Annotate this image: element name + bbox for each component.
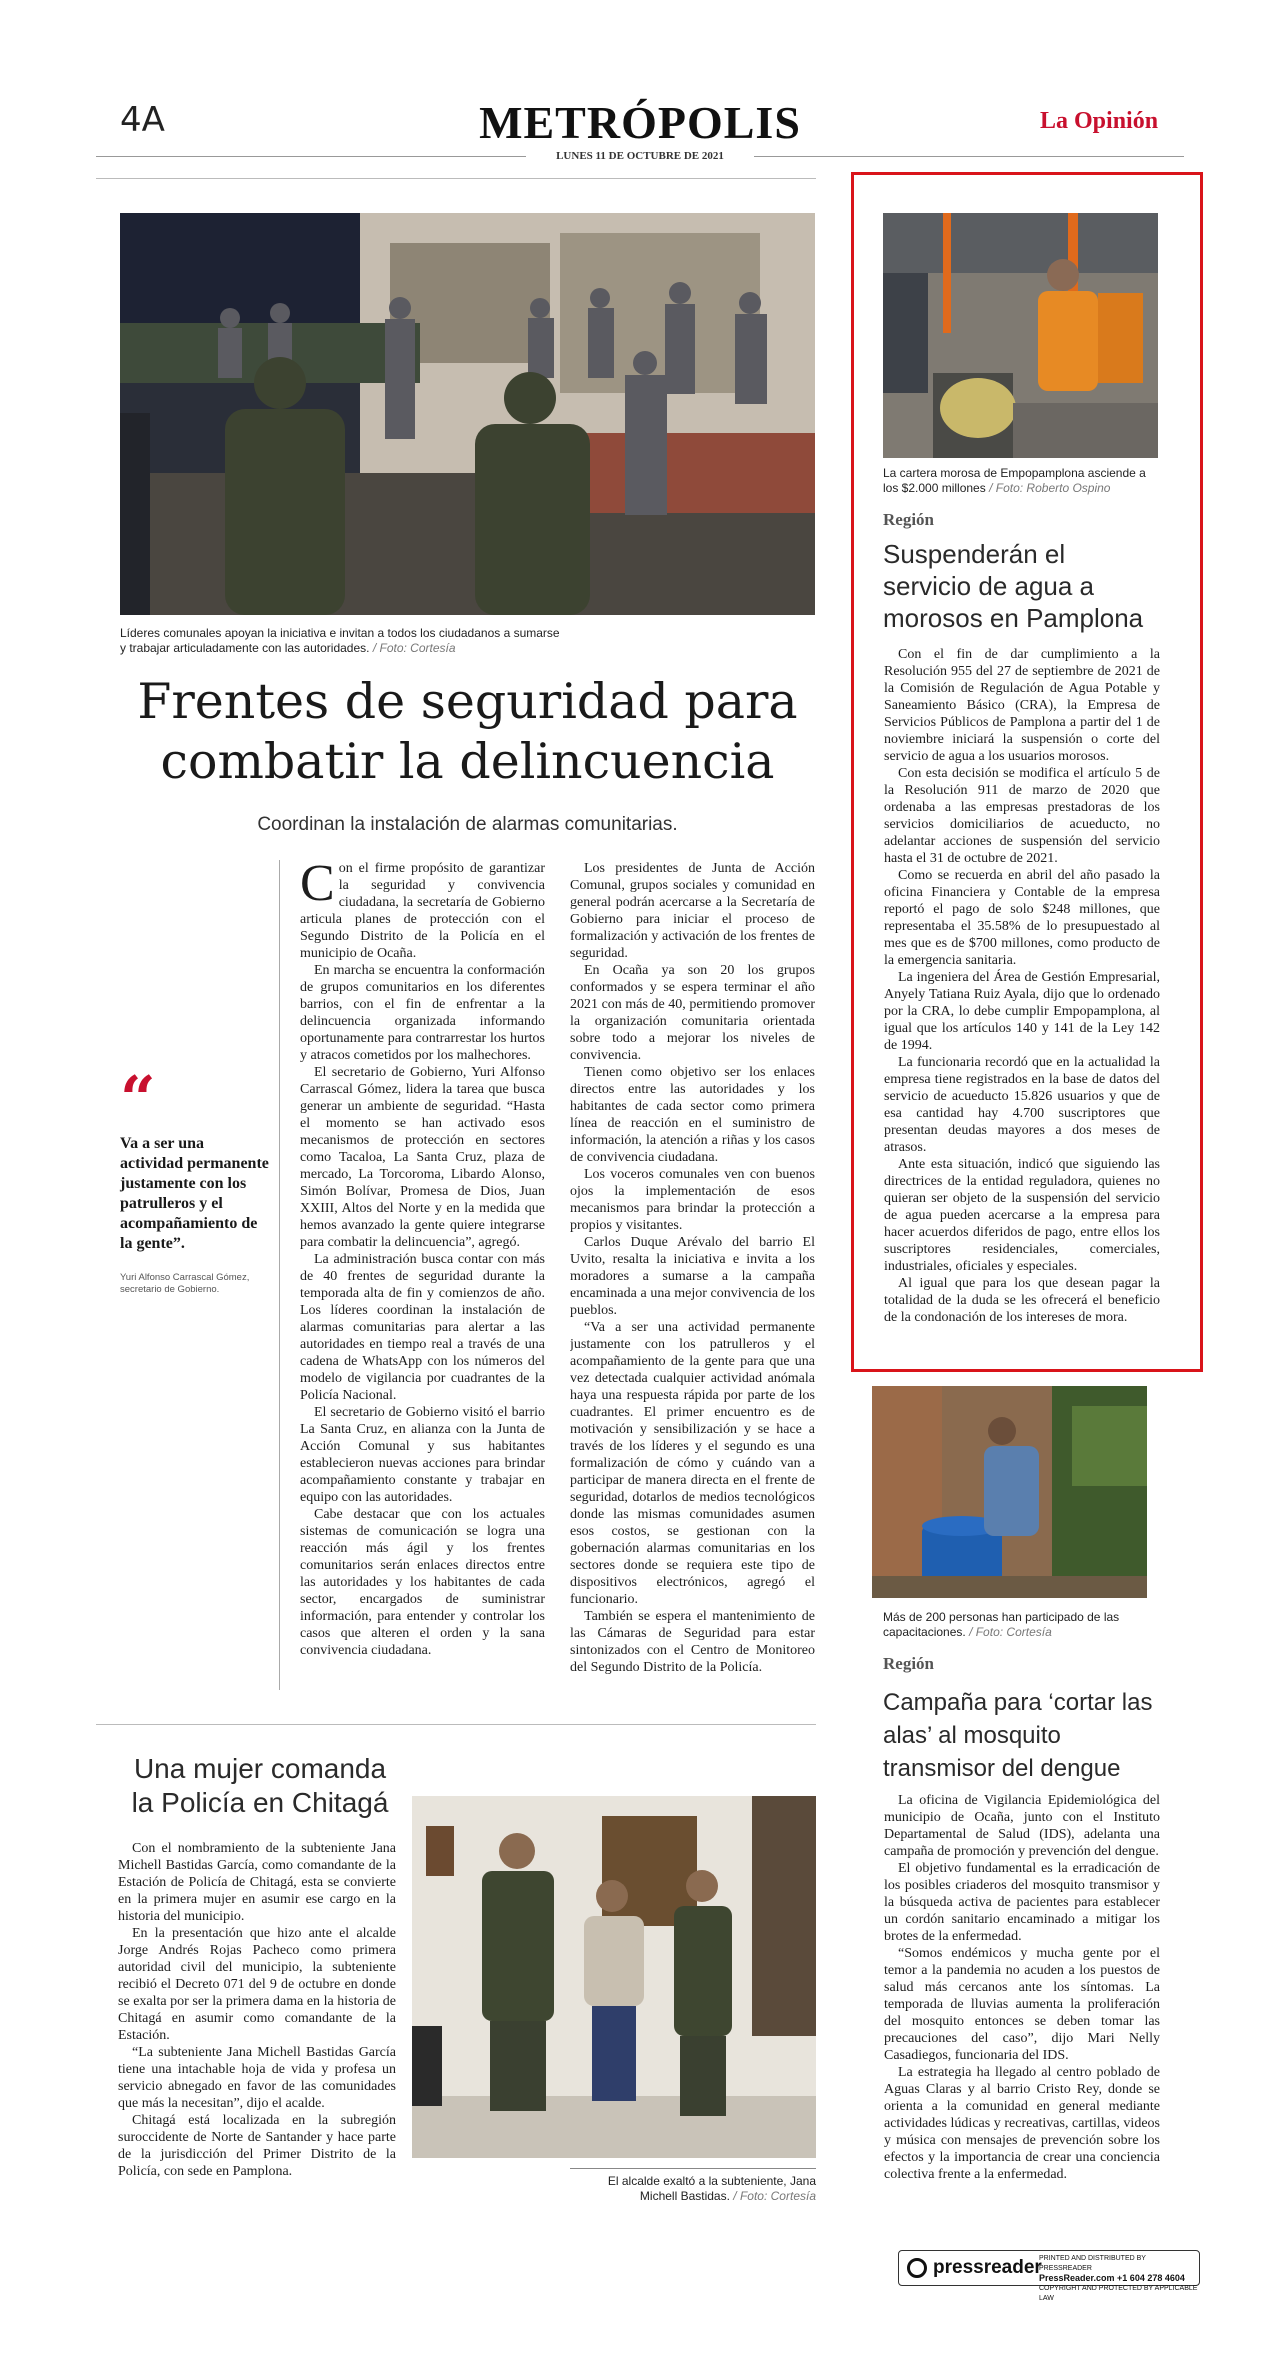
main-col2-para-4: Carlos Duque Arévalo del barrio El Uvito, resalta la iniciativa e invita a los moradores a sumarse a la campaña encaminada a una mejor convivencia de los pueblos. (570, 1235, 815, 1318)
bottom-para-0: Con el nombramiento de la subteniente Jana Michell Bastidas García, como comandante de la Estación de Policía de Chitagá, esta se convierte en la primera mujer en asumir ese cargo en la historia del municipio. (118, 1841, 396, 1924)
column-rule-quote (279, 860, 280, 1690)
main-photo-caption (120, 626, 560, 656)
pressreader-line2: PressReader.com +1 604 278 4604 (1039, 2273, 1185, 2283)
dengue-photo-credit: / Foto: Cortesía (969, 1625, 1052, 1639)
water-para-6: Al igual que para los que desean pagar la totalidad de la duda se les ofrecerá el beneficio de la condonación de los intereses de mora. (884, 1276, 1160, 1325)
issue-date: LUNES 11 DE OCTUBRE DE 2021 (556, 150, 724, 162)
water-photo-caption (883, 466, 1158, 496)
main-col2-para-2: Tienen como objetivo ser los enlaces directos entre las autoridades y los habitantes de cada sector como primera línea de reacción en el suministro de información, la atención a riñas y los casos de convivencia ciudadana. (570, 1065, 815, 1165)
water-photo-worker (883, 213, 1158, 458)
main-column-2 (570, 860, 815, 1690)
pullquote-mark: “ (120, 1062, 156, 1135)
bottom-para-3: Chitagá está localizada en la subregión suroccidente de Norte de Santander y hace parte de la jurisdicción del Primer Distrito de la Policía, con sede en Pamplona. (118, 2113, 396, 2179)
bottom-photo-caption-rule (570, 2168, 816, 2169)
main-photo-community-leaders (120, 213, 815, 615)
pressreader-line1: PRINTED AND DISTRIBUTED BY PRESSREADER (1039, 2255, 1146, 2272)
bottom-photo-caption-line1: El alcalde exaltó a la subteniente, Jana (607, 2174, 816, 2188)
bottom-photo-caption (540, 2174, 816, 2204)
top-rule (96, 178, 816, 179)
bottom-photo-police (412, 1796, 816, 2158)
pullquote-text: Va a ser una actividad permanente justamente con los patrulleros y el acompañamiento de la gente”. (120, 1135, 269, 1252)
dengue-para-2: “Somos endémicos y mucha gente por el temor a la pandemia no acuden a los puestos de salud más cercanos ante los síntomas. La temporada de lluvias aumenta la proliferación del mosquito entonces se deben tomar las precauciones del caso”, dijo Mari Nelly Casadiegos, funcionaria del IDS. (884, 1946, 1160, 2063)
brand-logo: La Opinión (1040, 108, 1159, 134)
dengue-kicker: Región (883, 1654, 934, 1673)
bottom-para-1: En la presentación que hizo ante el alcalde Jorge Andrés Rojas Pacheco como primera autoridad civil del municipio, la subteniente recibió el Decreto 071 del 9 de octubre en donde se exalta por ser la primera dama en la historia de Chitagá en asumir como comandante de la Estación. (118, 1926, 396, 2043)
main-col2-para-0: Los presidentes de Junta de Acción Comunal, grupos sociales y comunidad en general podrán acercarse a la Secretaría de Gobierno para iniciar el proceso de formalización y activación de los frentes de seguridad. (570, 861, 815, 961)
pressreader-badge[interactable] (898, 2250, 1200, 2302)
main-col2-para-5: “Va a ser una actividad permanente justamente con los patrulleros y el acompañamiento de la gente para que una vez detectada cualquier actividad anómala haya una respuesta rápida por parte de los cuadrantes. El primer encuentro es de motivación y sensibilización y se hace a través de los líderes y el segundo es una formalización de cómo y cuándo van a participar de manera directa en el frente de seguridad, dotarlos de medios tecnológicos donde las mismas comunidades asumen esos costos, se gestionan con la gobernación alarmas comunitarias en los sectores donde se requiera este tipo de dispositivos electrónicos, agregó el funcionario. (570, 1320, 815, 1607)
main-headline-line2: combatir la delincuencia (160, 733, 775, 790)
bottom-headline-line1: Una mujer comanda (133, 1753, 387, 1784)
water-para-3: La ingeniera del Área de Gestión Empresarial, Anyely Tatiana Ruiz Ayala, dijo que lo ordenado por la CRA, lo debe cumplir Empopamplona, al igual que los artículos 140 y 141 de la Ley 142 de 1994. (884, 970, 1160, 1053)
main-col1-para-0 (300, 860, 545, 962)
main-col2-para-1: En Ocaña ya son 20 los grupos conformados y se espera terminar el año 2021 con más de 40, permitiendo promover la organización comunitaria orientada sobre todo a mejorar los niveles de convivencia. (570, 963, 815, 1063)
water-para-0: Con el fin de dar cumplimiento a la Resolución 955 del 27 de septiembre de 2021 de la Comisión de Regulación de Agua Potable y Saneamiento Básico (CRA), la Empresa de Servicios Públicos de Pamplona a partir del 1 de noviembre iniciará la suspensión o corte del servicio de agua a los usuarios morosos. (884, 647, 1160, 764)
bottom-article (118, 1840, 396, 2220)
main-photo-credit: / Foto: Cortesía (372, 641, 456, 655)
page-number: 4A (120, 100, 165, 140)
pressreader-brand: pressreader (933, 2257, 1042, 2278)
pressreader-logo-icon (907, 2258, 927, 2278)
main-column-1 (300, 860, 545, 1690)
dengue-para-1: El objetivo fundamental es la erradicación de los posibles criaderos del mosquito transmisor y la búsqueda activa de pacientes para establecer un cordón sanitario encaminado a mitigar los brotes de la enfermedad. (884, 1861, 1160, 1944)
dengue-photo (872, 1386, 1147, 1598)
dropcap: C (300, 860, 335, 912)
dengue-photo-caption (883, 1610, 1148, 1640)
main-col2-para-6: También se espera el mantenimiento de las Cámaras de Seguridad para estar sintonizados con el Centro de Monitoreo del Segundo Distrito de la Policía. (570, 1609, 815, 1675)
water-article (884, 646, 1160, 1346)
main-col1-para-3: La administración busca contar con más de 40 frentes de seguridad durante la temporada alta de fin y comienzos de año. Los líderes coordinan la instalación de alarmas comunitarias para alertar a las autoridades en tiempo real a través de una cadena de WhatsApp con los números del modelo de vigilancia por cuadrantes de la Policía Nacional. (300, 1252, 545, 1403)
pressreader-line3: COPYRIGHT AND PROTECTED BY APPLICABLE LAW (1039, 2285, 1198, 2302)
water-photo-caption-text: La cartera morosa de Empopamplona asciende a los $2.000 millones (883, 466, 1146, 495)
bottom-headline (110, 1752, 410, 1820)
header-rule-right (754, 156, 1184, 157)
water-para-4: La funcionaria recordó que en la actualidad la empresa tiene registrados en la base de datos del servicio de acueducto 15.826 usuarios y que de esa cantidad hay 4.700 suscriptores que presentan deudas mayores a dos meses de atrasos. (884, 1055, 1160, 1155)
main-photo-caption-text: Líderes comunales apoyan la iniciativa e invitan a todos los ciudadanos a sumarse y trabajar articuladamente con las autoridades. (120, 626, 560, 655)
section-title: METRÓPOLIS (479, 97, 801, 148)
bottom-section-rule (96, 1724, 816, 1725)
main-col1-para-0-text: on el firme propósito de garantizar la seguridad y convivencia ciudadana, la secretaría de Gobierno articula planes de protección con el Segundo Distrito de la Policía en el municipio de Ocaña. (300, 861, 545, 961)
main-headline-line1: Frentes de seguridad para (137, 673, 798, 730)
bottom-photo-caption-line2-text: Michell Bastidas. (639, 2189, 730, 2203)
water-kicker: Región (883, 510, 934, 529)
water-photo-credit: / Foto: Roberto Ospino (989, 481, 1111, 495)
water-headline: Suspenderán el servicio de agua a morosos en Pamplona (883, 539, 1144, 633)
water-para-2: Como se recuerda en abril del año pasado la oficina Financiera y Contable de la empresa reportó el pago de solo $248 millones, que representaba el 35.58% de lo presupuestado al mes que es de $700 millones, como producto de la emergencia sanitaria. (884, 868, 1160, 968)
dengue-headline: Campaña para ‘cortar las alas’ al mosquito transmisor del dengue (883, 1689, 1153, 1782)
dengue-article (884, 1792, 1160, 2222)
main-headline (100, 672, 835, 792)
bottom-photo-credit: / Foto: Cortesía (733, 2189, 816, 2203)
dengue-photo-caption-text: Más de 200 personas han participado de las capacitaciones. (883, 1610, 1120, 1639)
pressreader-info (1039, 2254, 1199, 2303)
main-deck: Coordinan la instalación de alarmas comunitarias. (257, 814, 678, 835)
main-col2-para-3: Los voceros comunales ven con buenos ojos la implementación de esos mecanismos para brindar la protección a propios y visitantes. (570, 1167, 815, 1233)
bottom-photo-caption-line2 (540, 2189, 816, 2204)
main-col1-para-5: Cabe destacar que con los actuales sistemas de comunicación se logra una reacción más ágil y los frentes comunitarios serán enlaces directos entre las autoridades y los habitantes de cada sector, encargados de suministrar información, para entender y controlar los casos que alteren el orden y la sana convivencia ciudadana. (300, 1507, 545, 1658)
pullquote-attribution: Yuri Alfonso Carrascal Gómez, secretario de Gobierno. (120, 1272, 250, 1295)
dengue-para-3: La estrategia ha llegado al centro poblado de Aguas Claras y al barrio Cristo Rey, donde se orienta a la comunidad en general mediante actividades lúdicas y recreativas, cartillas, videos y música con mensajes de prevención sobre los efectos y la importancia de crear una conciencia colectiva frente a la enfermedad. (884, 2065, 1160, 2182)
main-col1-para-4: El secretario de Gobierno visitó el barrio La Santa Cruz, en alianza con la Junta de Acción Comunal y sus habitantes establecieron nuevas acciones para brindar acompañamiento constante y trabajar en equipo con las autoridades. (300, 1405, 545, 1505)
main-col1-para-2: El secretario de Gobierno, Yuri Alfonso Carrascal Gómez, lidera la tarea que busca generar un ambiente de seguridad. “Hasta el momento se han activado esos mecanismos de protección en sectores como Tacaloa, La Santa Cruz, plaza de mercado, La Torcoroma, Libardo Alonso, Simón Bolívar, Promesa de Dios, Juan XXIII, Altos del Norte y en la medida que hemos avanzado la gente quiere integrarse para combatir la delincuencia”, agregó. (300, 1065, 545, 1250)
bottom-para-2: “La subteniente Jana Michell Bastidas García tiene una intachable hoja de vida y profesa un servicio abnegado en favor de las comunidades que más la necesitan”, dijo el acalde. (118, 2045, 396, 2111)
dengue-para-0: La oficina de Vigilancia Epidemiológica del municipio de Ocaña, junto con el Instituto Departamental de Salud (IDS), adelanta una campaña de promoción y prevención del dengue. (884, 1793, 1160, 1859)
water-para-5: Ante esta situación, indicó que siguiendo las directrices de la entidad reguladora, quienes no quieran ser objeto de la suspensión del servicio de agua pueden acercarse a la empresa para hacer acuerdos diferidos de pago, entre ellos los suscriptores residenciales, comerciales, industriales, oficiales y especiales. (884, 1157, 1160, 1274)
water-para-1: Con esta decisión se modifica el artículo 5 de la Resolución 911 de marzo de 2020 que ordenaba a las empresas prestadoras de los servicios domiciliarios de acueducto, no adelantar acciones de suspensión del servicio hasta el 31 de octubre de 2021. (884, 766, 1160, 866)
bottom-headline-line2: la Policía en Chitagá (131, 1787, 389, 1818)
main-col1-para-1: En marcha se encuentra la conformación de grupos comunitarios en los diferentes barrios, con el fin de enfrentar a la delincuencia organizada informando oportunamente para contrarrestar los hurtos y atracos cometidos por los malhechores. (300, 963, 545, 1063)
header-rule-left (96, 156, 526, 157)
